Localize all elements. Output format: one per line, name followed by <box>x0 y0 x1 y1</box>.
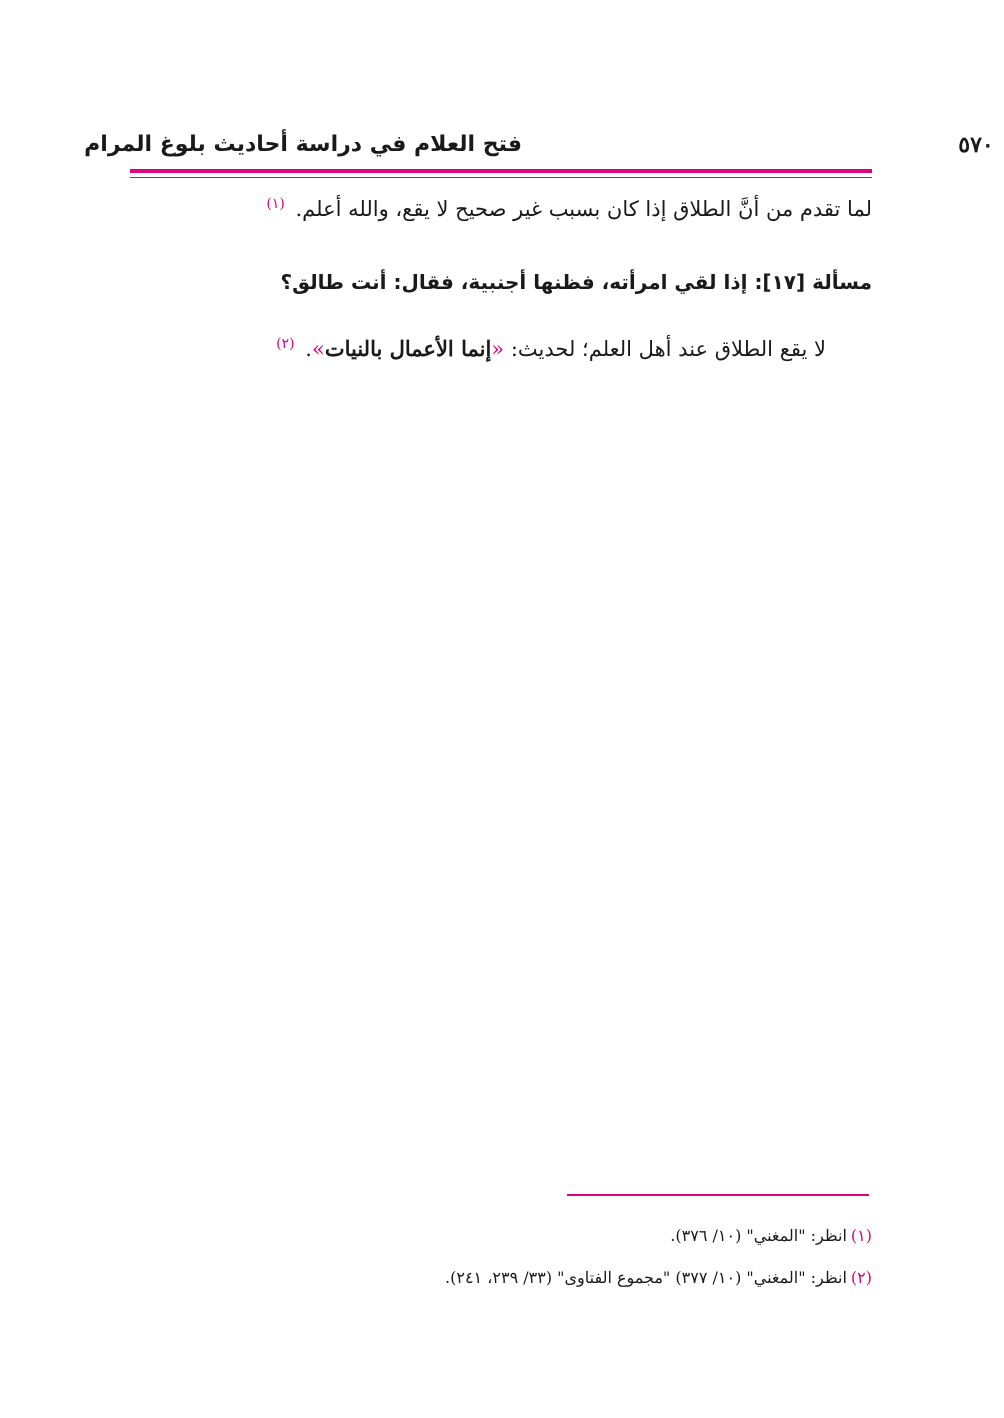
footnote-2 <box>445 1268 872 1287</box>
quote-close-mark: » <box>311 337 325 361</box>
header-rule-thin <box>130 177 872 178</box>
page-number: ٥٧٠ <box>958 132 994 158</box>
page-header <box>84 132 994 168</box>
running-title: فتح العلام في دراسة أحاديث بلوغ المرام <box>84 132 522 157</box>
paragraph-2-end: . <box>305 337 312 361</box>
header-rule-thick <box>130 169 872 173</box>
footnote-2-number: (٢) <box>850 1268 872 1287</box>
quote-open-mark: « <box>491 337 505 361</box>
issue-heading: مسألة [١٧]: إذا لقي امرأته، فظنها أجنبية، فقال: أنت طالق؟ <box>280 270 872 294</box>
footnote-ref-2[interactable]: (٢) <box>276 336 295 352</box>
footnote-1 <box>670 1226 872 1245</box>
footnote-2-text: انظر: "المغني" (١٠/ ٣٧٧) "مجموع الفتاوى" (٣٣/ ٢٣٩، ٢٤١). <box>445 1268 847 1287</box>
footnote-ref-1[interactable]: (١) <box>266 196 285 212</box>
paragraph-1-text: لما تقدم من أنَّ الطلاق إذا كان بسبب غير صحيح لا يقع، والله أعلم. <box>295 197 872 221</box>
paragraph-2-text: لا يقع الطلاق عند أهل العلم؛ لحديث: <box>510 337 826 361</box>
footnote-1-number: (١) <box>850 1226 872 1245</box>
body-paragraph-1 <box>266 196 872 221</box>
footnote-separator <box>567 1194 869 1196</box>
footnote-1-text: انظر: "المغني" (١٠/ ٣٧٦). <box>670 1226 847 1245</box>
hadith-quote: إنما الأعمال بالنيات <box>324 336 492 361</box>
body-paragraph-2 <box>276 336 826 361</box>
